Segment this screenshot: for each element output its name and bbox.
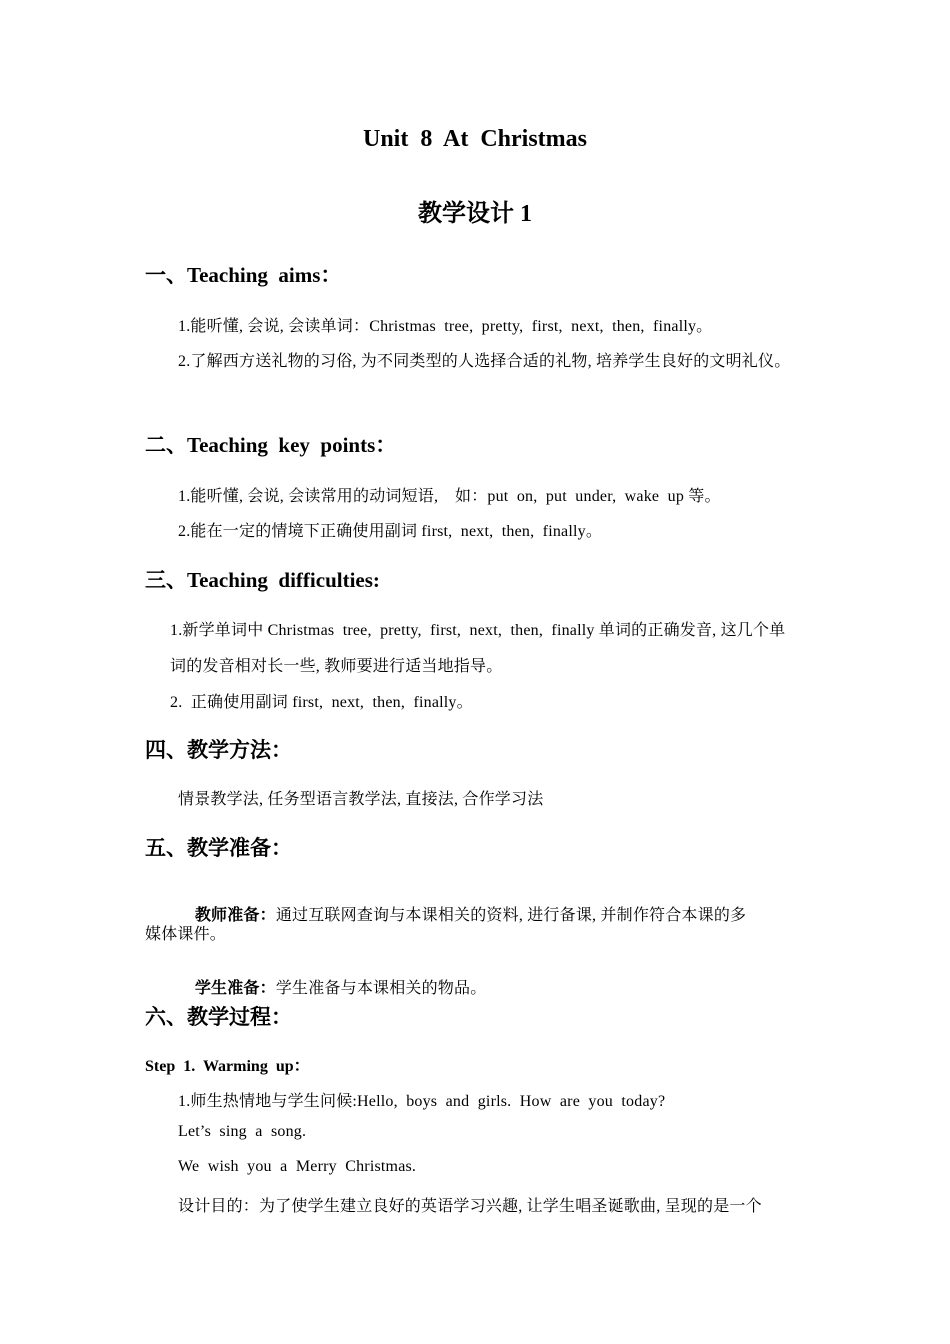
aims-item-1: 1.能听懂, 会说, 会读单词：Christmas tree, pretty, first, next, then, finally。 — [178, 318, 713, 335]
teacher-preparation-cont: 媒体课件。 — [145, 926, 227, 943]
key-points-item-1: 1.能听懂, 会说, 会读常用的动词短语, 如：put on, put under, wake up 等。 — [178, 488, 721, 505]
teacher-preparation-label: 教师准备： — [194, 907, 276, 924]
section-heading-methods: 四、教学方法： — [145, 738, 292, 762]
difficulties-item-1-cont: 词的发音相对长一些, 教师要进行适当地指导。 — [170, 658, 503, 675]
section-heading-preparation: 五、教学准备： — [145, 836, 292, 860]
teacher-preparation — [178, 884, 746, 943]
process-item-1: 1.师生热情地与学生问候:Hello, boys and girls. How are you today? — [178, 1093, 666, 1110]
aims-item-2: 2.了解西方送礼物的习俗, 为不同类型的人选择合适的礼物, 培养学生良好的文明礼仪。 — [178, 353, 791, 370]
student-preparation-label: 学生准备： — [194, 980, 276, 997]
key-points-item-2: 2.能在一定的情境下正确使用副词 first, next, then, finally。 — [178, 523, 603, 540]
document-title: Unit 8 At Christmas — [362, 126, 587, 152]
process-item-3: We wish you a Merry Christmas. — [178, 1158, 417, 1175]
section-heading-process: 六、教学过程： — [145, 1005, 292, 1029]
teacher-preparation-text: 通过互联网查询与本课相关的资料, 进行备课, 并制作符合本课的多 — [275, 907, 747, 924]
difficulties-item-2: 2. 正确使用副词 first, next, then, finally。 — [170, 694, 473, 711]
difficulties-item-1: 1.新学单词中 Christmas tree, pretty, first, next, then, finally 单词的正确发音, 这几个单 — [170, 622, 786, 639]
methods-text: 情景教学法, 任务型语言教学法, 直接法, 合作学习法 — [178, 791, 544, 808]
process-item-2: Let’s sing a song. — [178, 1123, 307, 1140]
process-item-4: 设计目的：为了使学生建立良好的英语学习兴趣, 让学生唱圣诞歌曲, 呈现的是一个 — [178, 1198, 762, 1215]
student-preparation-text: 学生准备与本课相关的物品。 — [275, 980, 487, 997]
step-1-heading: Step 1. Warming up： — [145, 1058, 310, 1075]
section-heading-key-points: 二、Teaching key points： — [145, 433, 397, 457]
document-subtitle: 教学设计 1 — [418, 201, 532, 227]
section-heading-difficulties: 三、Teaching difficulties: — [145, 568, 380, 592]
section-heading-aims: 一、Teaching aims： — [145, 263, 342, 287]
